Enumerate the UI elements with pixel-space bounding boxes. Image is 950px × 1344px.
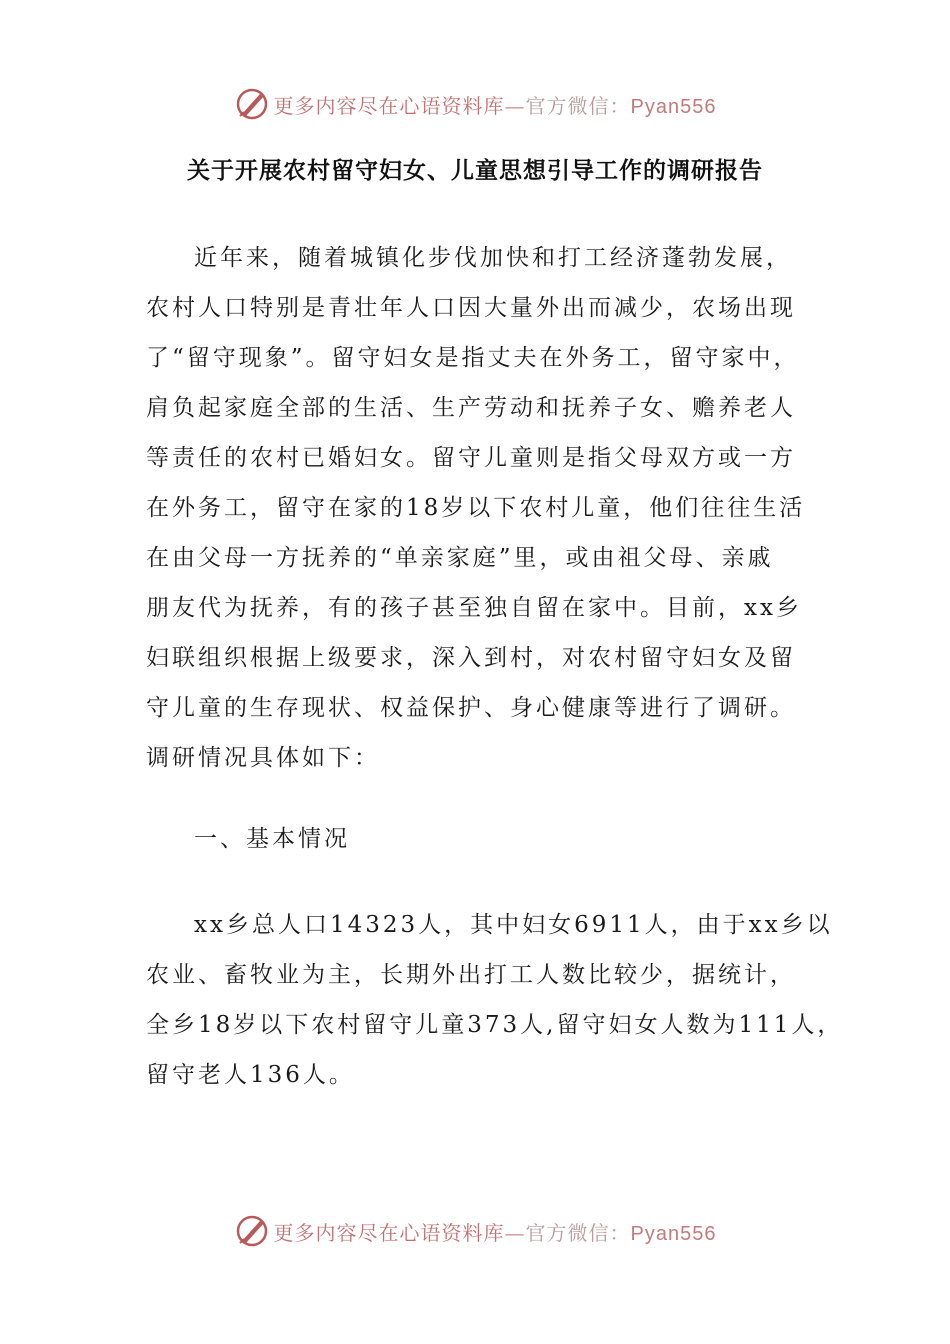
footer-banner: [0, 1211, 950, 1251]
paragraph-line: 在外务工，留守在家的18岁以下农村儿童，他们往往生活: [146, 495, 806, 521]
paragraph-line: 农村人口特别是青壮年人口因大量外出而减少，农场出现: [146, 295, 796, 321]
quill-pen-logo-icon: [234, 1213, 270, 1249]
paragraph-line: 了“留守现象”。留守妇女是指丈夫在外务工，留守家中，: [146, 345, 800, 371]
quill-pen-logo-icon: [234, 86, 270, 122]
paragraph-line: xx乡总人口14323人，其中妇女6911人，由于xx乡以: [194, 912, 833, 938]
section-heading-text: 一、基本情况: [194, 826, 350, 852]
banner-wechat-label: 官方微信：: [525, 93, 631, 118]
banner-brand: 更多内容尽在心语资料库: [273, 93, 505, 118]
paragraph-line: 妇联组织根据上级要求，深入到村，对农村留守妇女及留: [146, 645, 796, 671]
banner-text: [274, 1217, 717, 1246]
banner-brand: 更多内容尽在心语资料库: [273, 1220, 505, 1245]
banner-text: [274, 90, 717, 119]
banner-separator: —: [504, 93, 526, 118]
paragraph-line: 农业、畜牧业为主，长期外出打工人数比较少，据统计，: [146, 962, 796, 988]
basic-situation-paragraph: [146, 900, 844, 1100]
paragraph-line: 朋友代为抚养，有的孩子甚至独自留在家中。目前，xx乡: [146, 595, 802, 621]
header-banner: [0, 84, 950, 124]
banner-separator: —: [504, 1220, 526, 1245]
section-heading: [146, 814, 826, 864]
paragraph-line: 调研情况具体如下：: [146, 745, 380, 771]
document-title: 关于开展农村留守妇女、儿童思想引导工作的调研报告: [187, 157, 763, 184]
paragraph-line: 全乡18岁以下农村留守儿童373人,留守妇女人数为111人，: [146, 1012, 844, 1038]
banner-wechat-id: Pyan556: [630, 1222, 717, 1245]
paragraph-line: 守儿童的生存现状、权益保护、身心健康等进行了调研。: [146, 695, 796, 721]
paragraph-line: 留守老人136人。: [146, 1062, 355, 1088]
paragraph-line: 在由父母一方抚养的“单亲家庭”里，或由祖父母、亲戚: [146, 545, 774, 571]
banner-wechat-label: 官方微信：: [525, 1220, 631, 1245]
intro-paragraph: [146, 233, 826, 783]
paragraph-line: 等责任的农村已婚妇女。留守儿童则是指父母双方或一方: [146, 445, 796, 471]
paragraph-line: 近年来，随着城镇化步伐加快和打工经济蓬勃发展，: [194, 245, 792, 271]
paragraph-line: 肩负起家庭全部的生活、生产劳动和抚养子女、赡养老人: [146, 395, 796, 421]
banner-wechat-id: Pyan556: [630, 95, 717, 118]
